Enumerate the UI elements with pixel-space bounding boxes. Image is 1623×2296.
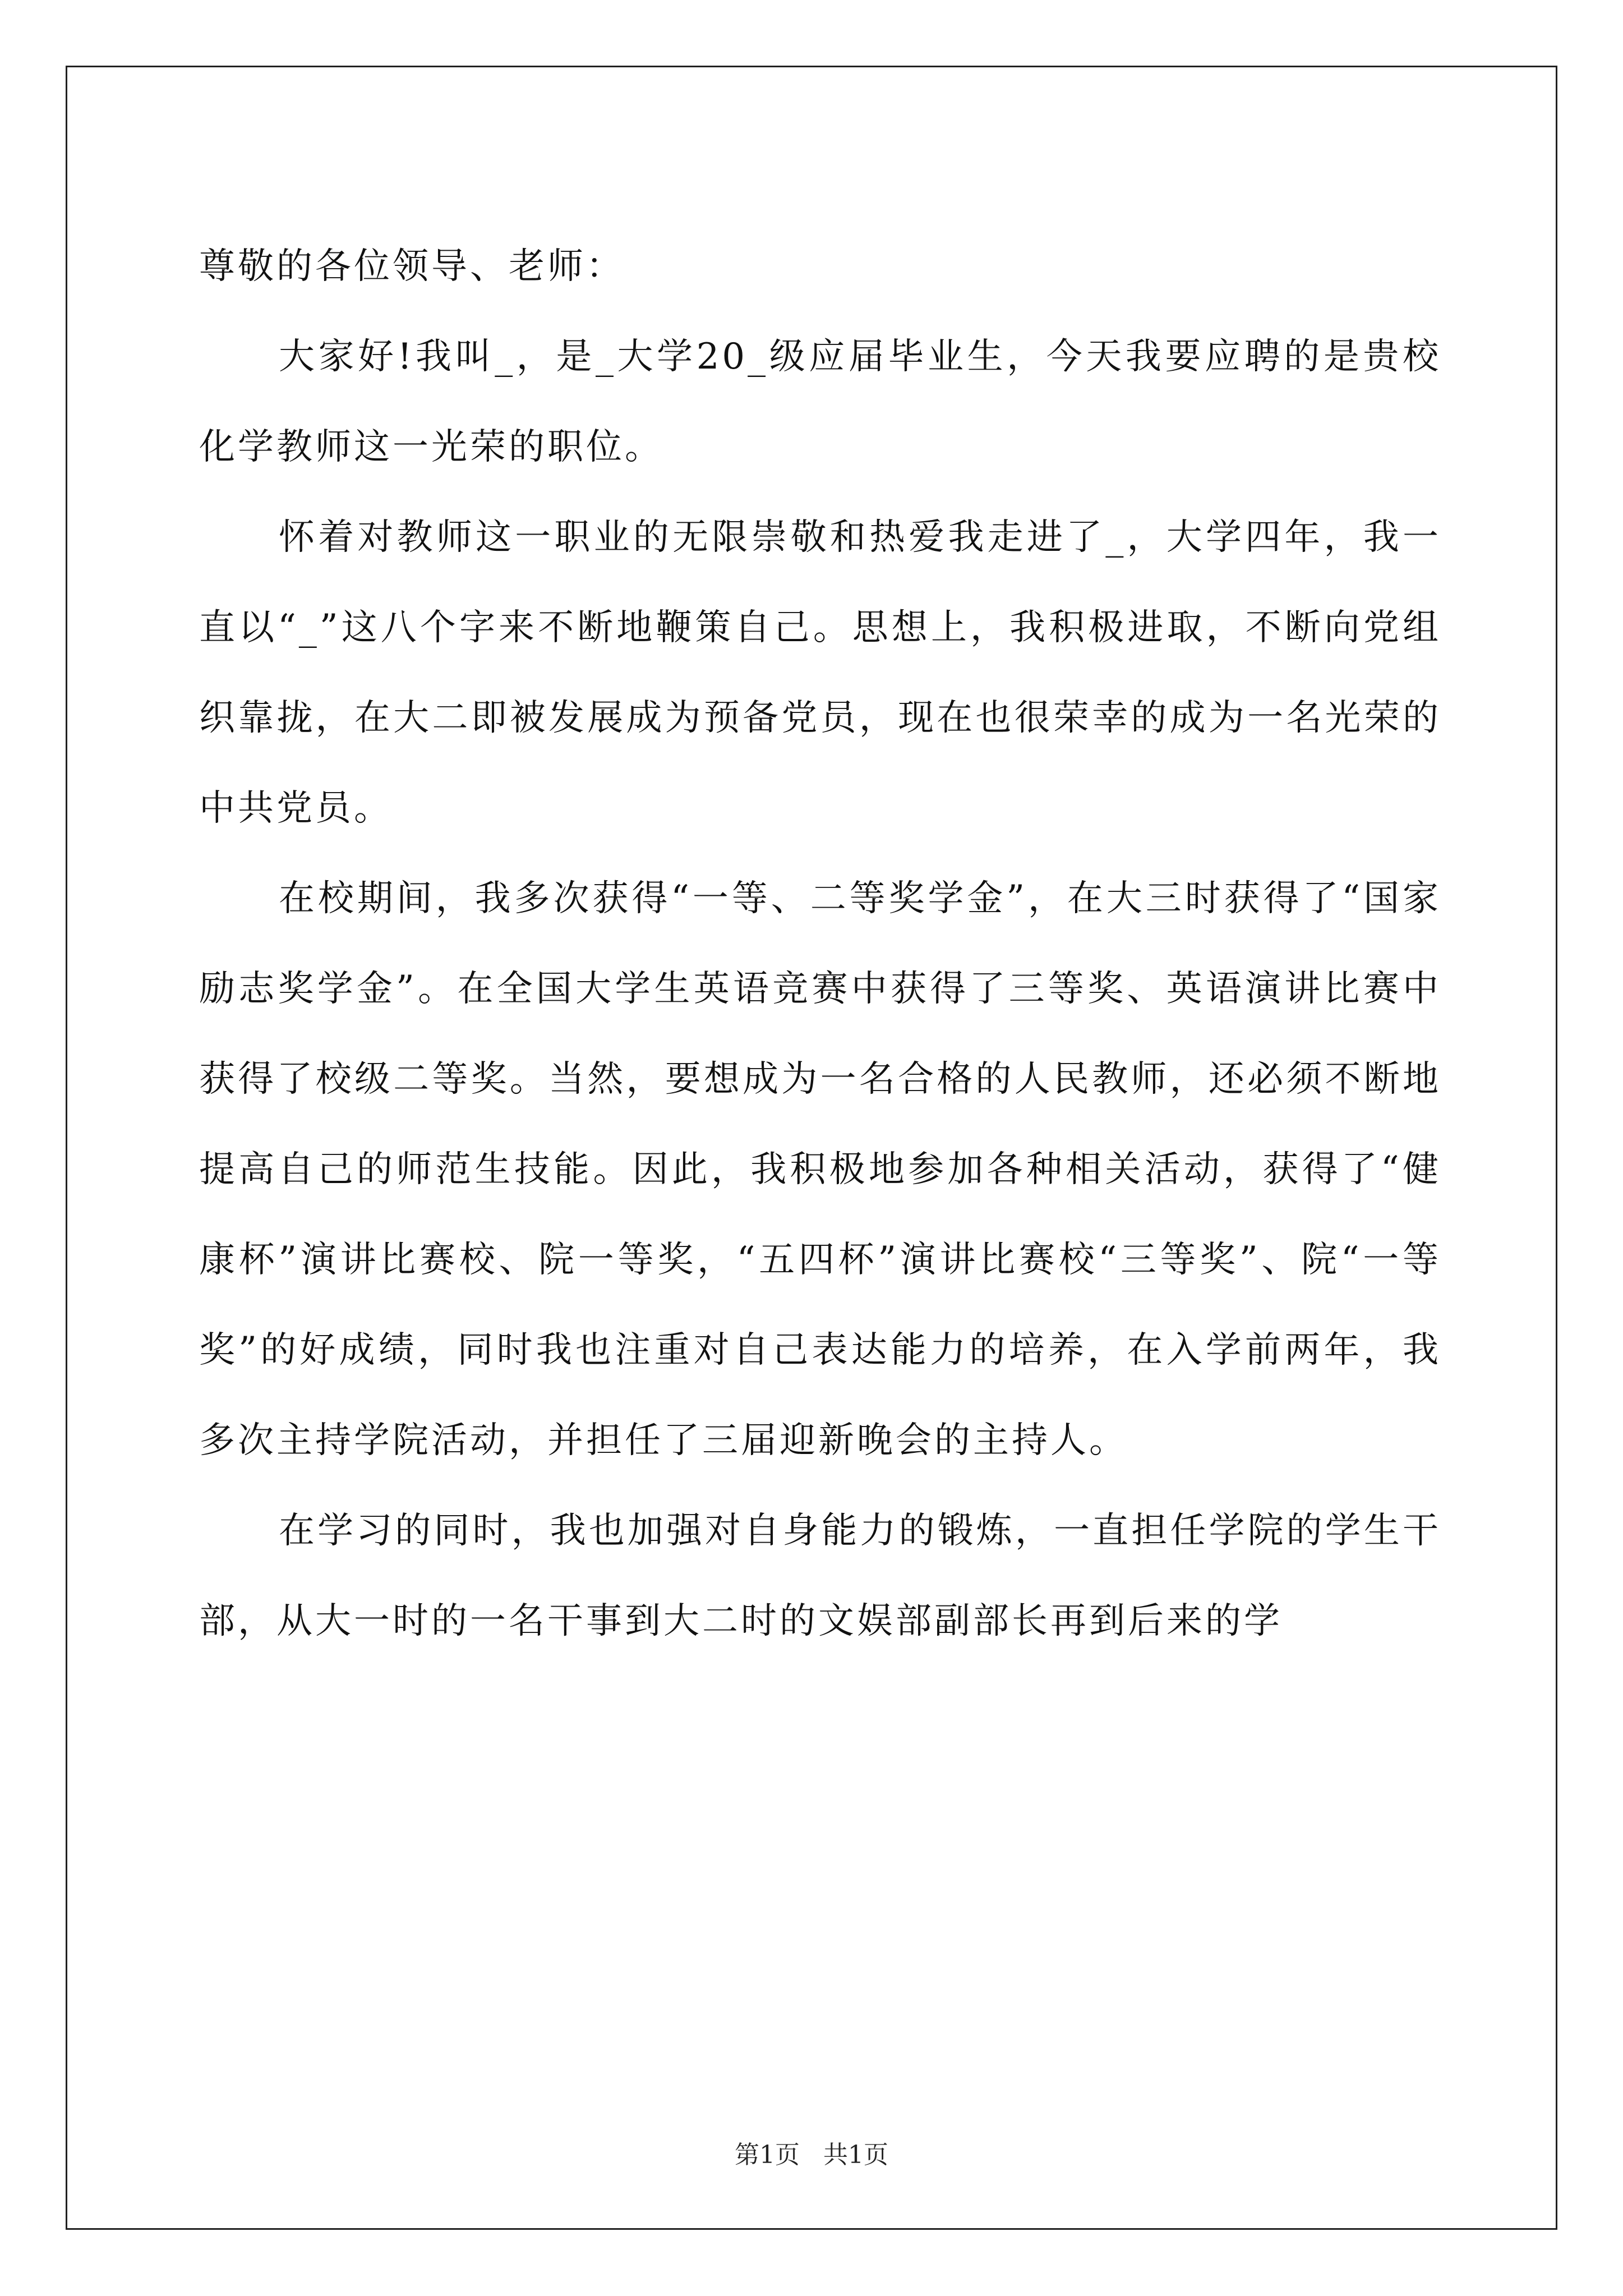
paragraph-4: 在学习的同时，我也加强对自身能力的锻炼，一直担任学院的学生干部，从大一时的一名干事到大二时的文娱部副部长再到后来的学 [199, 1510, 1441, 1642]
salutation: 尊敬的各位领导、老师： [199, 246, 625, 287]
paragraph-3: 在校期间，我多次获得“一等、二等奖学金”，在大三时获得了“国家励志奖学金”。在全国大学生英语竞赛中获得了三等奖、英语演讲比赛中获得了校级二等奖。当然，要想成为一名合格的人民教师，还必须不断地提高自己的师范生技能。因此，我积极地参加各种相关活动，获得了“健康杯”演讲比赛校、院一等奖，“五四杯”演讲比赛校“三等奖”、院“一等奖”的好成绩，同时我也注重对自己表达能力的培养，在入学前两年，我多次主持学院活动，并担任了三届迎新晚会的主持人。 [199, 878, 1441, 1461]
paragraph-2: 怀着对教师这一职业的无限崇敬和热爱我走进了_，大学四年，我一直以“_”这八个字来不断地鞭策自己。思想上，我积极进取，不断向党组织靠拢，在大二即被发展成为预备党员，现在也很荣幸的成为一名光荣的中共党员。 [199, 517, 1441, 829]
document-body [199, 222, 1441, 1667]
paragraph-1: 大家好!我叫_，是_大学20_级应届毕业生，今天我要应聘的是贵校化学教师这一光荣的职位。 [199, 336, 1441, 468]
page-footer: 第1页 共1页 [735, 2141, 888, 2169]
